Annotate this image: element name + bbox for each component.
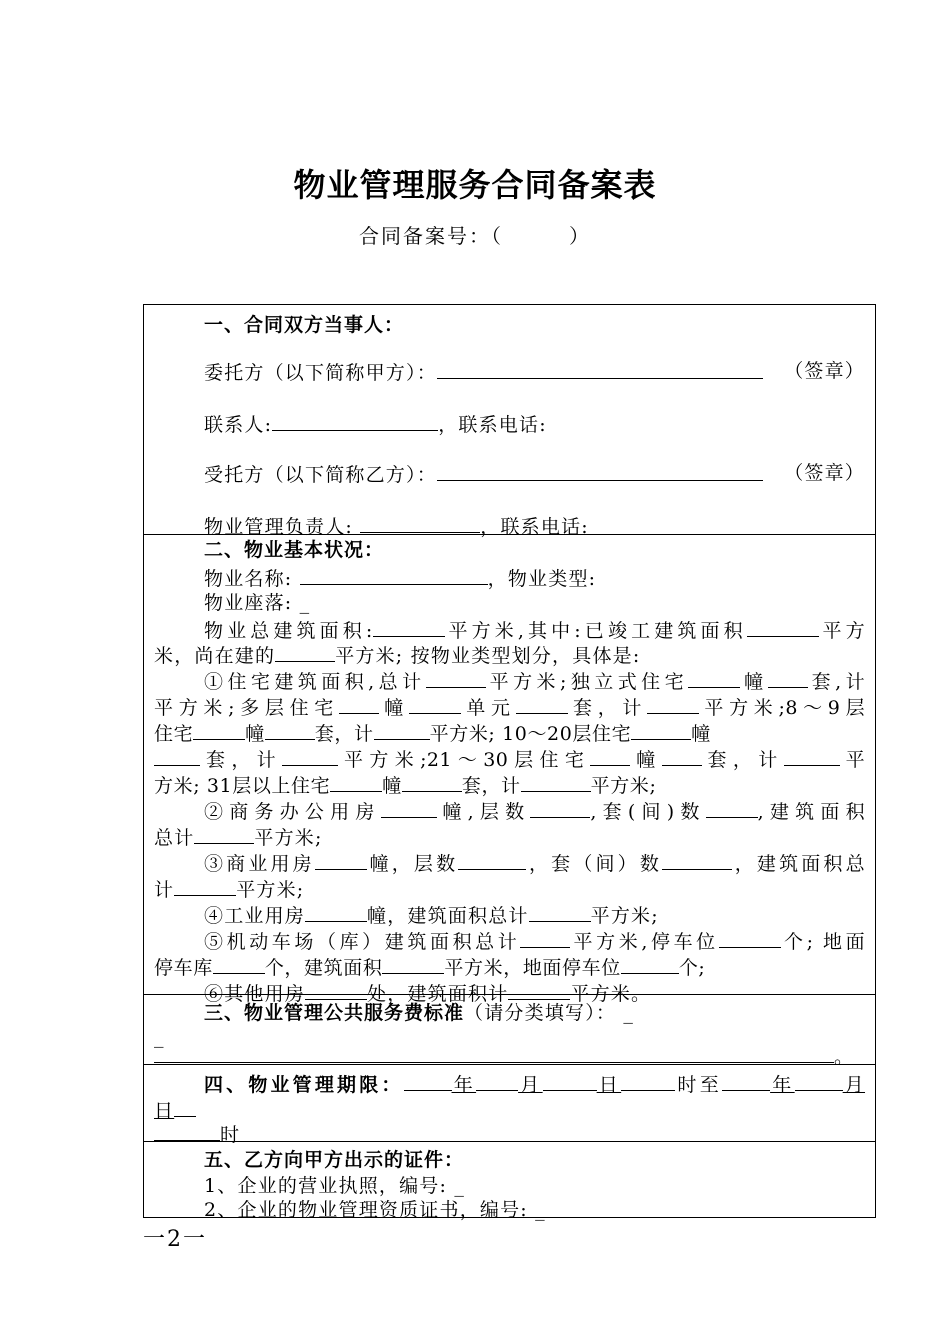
residential-row (204, 668, 865, 694)
label: 物业总建筑面积: (204, 620, 373, 642)
blank[interactable] (621, 954, 679, 974)
high-rise-row (154, 746, 865, 772)
fee-note: （请分类填写）： (464, 1002, 617, 1024)
section-fee-standard (144, 994, 875, 1068)
label: ，建筑面积总 (732, 853, 865, 875)
blank[interactable] (330, 772, 382, 792)
label: 幢，建筑面积总计 (367, 905, 529, 927)
label: 幢 (379, 697, 409, 719)
label: 8～9层 (785, 697, 865, 719)
property-name-label: 物业名称: (204, 568, 293, 590)
total-area-row (204, 617, 865, 643)
label: 米，尚在建的 (154, 645, 276, 667)
label: 10～20层住宅 (502, 723, 632, 745)
blank[interactable] (193, 720, 245, 740)
label: 计 (841, 671, 866, 693)
item-marker: ② (204, 801, 230, 823)
section-property (144, 534, 875, 1005)
blank[interactable] (530, 798, 590, 818)
label: 平方米; (485, 671, 567, 693)
blank[interactable] (373, 617, 445, 637)
label: 平方米。 (570, 983, 652, 1005)
contact-row (204, 411, 865, 437)
property-name-field[interactable] (300, 565, 488, 585)
blank[interactable] (174, 1097, 196, 1117)
year-label: 年 (770, 1074, 795, 1096)
blank[interactable] (458, 850, 526, 870)
blank[interactable] (275, 642, 335, 662)
blank[interactable] (265, 720, 315, 740)
blank[interactable] (154, 746, 200, 766)
label: 平方米; (236, 879, 305, 901)
blank[interactable] (476, 1071, 518, 1091)
license-field[interactable]: _ (454, 1175, 466, 1197)
qualification-row (204, 1198, 865, 1222)
client-row (204, 359, 865, 385)
tower-row (154, 772, 865, 798)
label: 平方米; (429, 723, 496, 745)
label: 处，建筑面积计 (367, 983, 509, 1005)
commercial-row (204, 850, 865, 876)
section-heading: 三、物业管理公共服务费标准 (204, 1002, 465, 1024)
client-label: 委托方（以下简称甲方）： (204, 362, 437, 384)
section-heading: 五、乙方向甲方出示的证件： (204, 1149, 465, 1171)
label: 多层住宅 (234, 697, 339, 719)
trustee-row (204, 461, 865, 487)
label: 平方米; (154, 697, 235, 719)
fee-field[interactable] (154, 1043, 834, 1063)
blank[interactable] (174, 876, 236, 896)
property-type-label: ，物业类型: (487, 568, 597, 590)
label: ,建筑面积 (757, 801, 866, 823)
blank[interactable] (426, 668, 486, 688)
trustee-label: 受托方（以下简称乙方）： (204, 464, 437, 486)
day-label: 日 (596, 1074, 622, 1096)
label: 套，计 (567, 697, 648, 719)
label: 31层以上住宅 (206, 775, 331, 797)
section-certificates (144, 1141, 875, 1221)
label: 平方米,其中: (444, 620, 582, 642)
blank[interactable] (282, 746, 338, 766)
fee-blank[interactable]: _ (154, 1026, 165, 1048)
blank[interactable] (747, 617, 819, 637)
phone-label: ，联系电话: (480, 516, 589, 538)
blank[interactable] (404, 1071, 452, 1091)
blank[interactable] (688, 668, 740, 688)
label: 平 (839, 749, 866, 771)
label: 个; 地面 (780, 931, 866, 953)
label: 平方米; (254, 827, 323, 849)
label: 已竣工建筑面积 (581, 620, 747, 642)
label: 幢 (630, 749, 662, 771)
blank[interactable] (381, 798, 437, 818)
blank[interactable] (213, 954, 265, 974)
blank[interactable] (521, 772, 591, 792)
fee-heading-row (204, 1001, 865, 1025)
blank[interactable] (520, 928, 570, 948)
item-marker: ① (204, 671, 228, 693)
garage-row (204, 928, 865, 954)
hour-label: 时 (220, 1124, 241, 1146)
page-number: 一2一 (143, 1227, 207, 1252)
blank[interactable] (374, 720, 430, 740)
blank[interactable] (590, 746, 630, 766)
contact-field[interactable] (272, 411, 438, 431)
blank[interactable] (768, 668, 808, 688)
label: ,套(间)数 (590, 801, 706, 823)
manager-field[interactable] (360, 513, 480, 533)
item-marker: ⑥ (204, 983, 225, 1005)
trustee-field[interactable] (437, 461, 763, 481)
client-seal: （签章） (784, 360, 865, 382)
label: 平方米; 按物业类型划分，具体是: (335, 645, 641, 667)
blank[interactable] (784, 746, 840, 766)
section-parties (144, 305, 875, 538)
label: 独立式住宅 (566, 671, 689, 693)
mid-rise-row (154, 720, 865, 746)
section-heading: 四、物业管理期限： (204, 1074, 404, 1096)
filing-number: 合同备案号：（ ） (359, 224, 591, 248)
industrial-row (204, 902, 865, 928)
label: 总计 (154, 827, 195, 849)
label: 计 (154, 879, 175, 901)
month-label: 月 (518, 1074, 543, 1096)
label: 商务办公用房 (229, 801, 381, 823)
blank[interactable] (722, 1071, 770, 1091)
label: 工业用房 (224, 905, 306, 927)
day-label: 日 (154, 1100, 175, 1122)
term-row (204, 1071, 865, 1097)
label: 21～30层住宅 (426, 749, 591, 771)
blank[interactable] (795, 1071, 843, 1091)
blank[interactable] (409, 694, 461, 714)
blank[interactable] (662, 746, 702, 766)
item-marker: ⑤ (204, 931, 227, 953)
blank[interactable] (662, 850, 732, 870)
label: 。 (834, 1046, 855, 1068)
fee-blank[interactable]: _ (623, 1002, 635, 1024)
label: ，套（间）数 (526, 853, 662, 875)
blank[interactable] (315, 850, 367, 870)
label: 平方米,停车位 (570, 931, 719, 953)
label: 幢 (691, 723, 711, 745)
blank[interactable] (154, 1121, 220, 1141)
multi-storey-row (154, 694, 865, 720)
label: 平方米; (590, 905, 659, 927)
office-row (204, 798, 865, 824)
label: 住宅 (154, 723, 194, 745)
label: 住宅建筑面积,总计 (227, 671, 426, 693)
blank[interactable] (621, 1071, 675, 1091)
license-label: 1、企业的营业执照，编号: (204, 1175, 448, 1197)
location-label: 物业座落: (204, 592, 293, 614)
blank[interactable] (516, 694, 568, 714)
blank[interactable] (339, 694, 379, 714)
office-total-row (154, 824, 865, 850)
blank[interactable] (706, 798, 758, 818)
hour-to-label: 时至 (675, 1074, 723, 1096)
label: 套, (807, 671, 842, 693)
label: 幢 (245, 723, 265, 745)
label: 其他用房 (224, 983, 306, 1005)
term-day-row (154, 1097, 865, 1123)
qualification-label: 2、企业的物业管理资质证书，编号: (204, 1199, 528, 1221)
label: 幢 (740, 671, 768, 693)
section-heading: 一、合同双方当事人： (204, 314, 405, 336)
label: 套，计 (200, 749, 283, 771)
filing-form (143, 304, 876, 1221)
commercial-total-row (154, 876, 865, 902)
label: 套，计 (314, 723, 374, 745)
license-row (204, 1174, 865, 1198)
under-construction-row (154, 642, 865, 668)
label: 个，建筑面积 (264, 957, 383, 979)
blank[interactable] (529, 902, 591, 922)
blank[interactable] (719, 928, 781, 948)
client-field[interactable] (437, 359, 763, 379)
label: 套，计 (701, 749, 784, 771)
label: 平方 (818, 620, 865, 642)
item-marker: ③ (204, 853, 227, 875)
qualification-field[interactable]: _ (535, 1199, 546, 1221)
property-name-row (204, 565, 865, 591)
label: 幢，层数 (366, 853, 459, 875)
phone-label: ，联系电话: (438, 414, 547, 436)
item-marker: ④ (204, 905, 225, 927)
location-row (204, 591, 865, 615)
blank[interactable] (631, 720, 691, 740)
label: 机动车场（库）建筑面积总计 (226, 931, 521, 953)
document-title: 物业管理服务合同备案表 (293, 166, 657, 204)
trustee-seal: （签章） (784, 462, 865, 484)
blank[interactable] (543, 1071, 597, 1091)
label: 个; (678, 957, 706, 979)
blank[interactable] (194, 824, 254, 844)
label: 幢 (382, 775, 402, 797)
manager-label: 物业管理负责人: (204, 516, 354, 538)
blank[interactable] (402, 772, 462, 792)
label: 幢,层数 (436, 801, 531, 823)
label: 套，计 (461, 775, 521, 797)
month-label: 月 (842, 1074, 866, 1096)
section-heading: 二、物业基本状况： (204, 539, 385, 561)
label: 商业用房 (226, 853, 315, 875)
blank[interactable] (382, 954, 444, 974)
label: 平方米; (590, 775, 657, 797)
label: 平方米; (699, 697, 786, 719)
location-field[interactable]: _ (299, 592, 311, 614)
label: 单元 (461, 697, 516, 719)
contact-label: 联系人: (204, 414, 273, 436)
label: 平方米，地面停车位 (444, 957, 621, 979)
year-label: 年 (451, 1074, 477, 1096)
blank[interactable] (647, 694, 699, 714)
label: 方米; (154, 775, 201, 797)
label: 停车库 (154, 957, 213, 979)
garage2-row (154, 954, 865, 980)
blank[interactable] (305, 902, 367, 922)
label: 平方米; (338, 749, 427, 771)
section-term (144, 1064, 875, 1146)
